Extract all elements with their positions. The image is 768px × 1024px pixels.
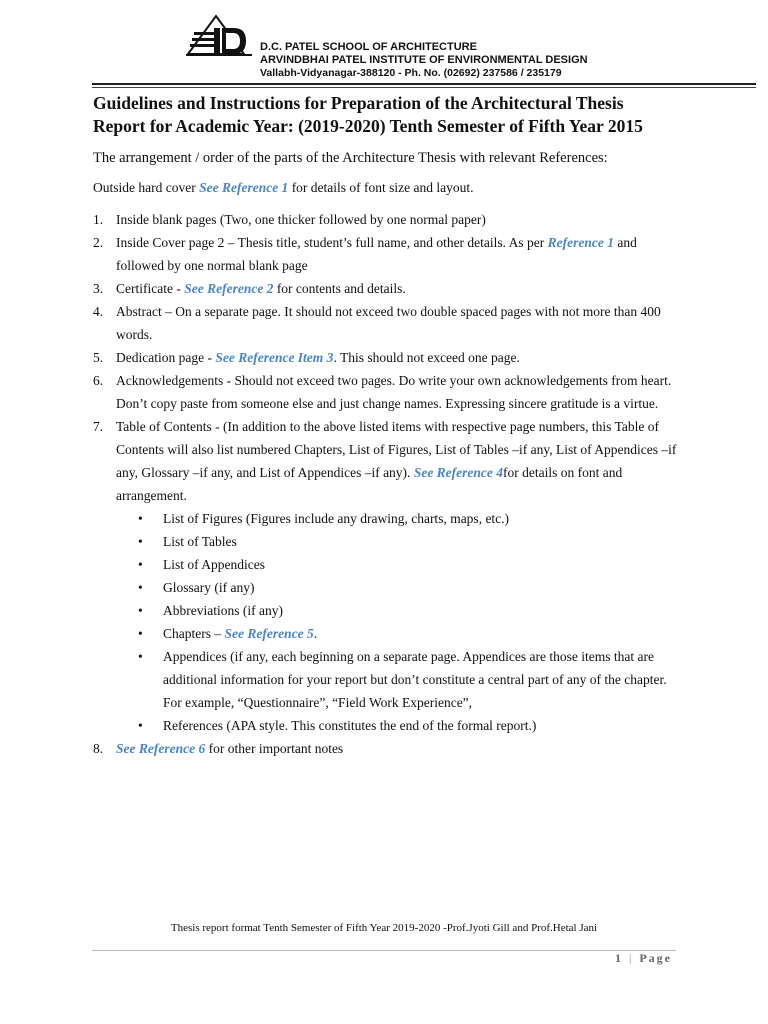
item-text: Acknowledgements - Should not exceed two pages. Do write your own acknowledgements from heart. Don’t copy paste from someone else and just change names. Expressing sincere gratitude is a virtue. bbox=[116, 373, 672, 411]
page-label: Page bbox=[639, 951, 672, 965]
sub-item-text: List of Figures (Figures include any drawing, charts, maps, etc.) bbox=[163, 511, 510, 526]
sub-item-text: List of Tables bbox=[163, 534, 237, 549]
item-text-end: for details on font and arrangement. bbox=[116, 465, 623, 503]
title-line-2: Report for Academic Year: (2019-2020) Tenth Semester of Fifth Year 2015 bbox=[93, 116, 643, 136]
reference-5-link[interactable]: See Reference 5 bbox=[224, 626, 314, 641]
sub-list-item bbox=[93, 622, 683, 645]
sub-item-text: List of Appendices bbox=[163, 557, 265, 572]
item-number: 4. bbox=[93, 304, 104, 319]
item-number: 1. bbox=[93, 212, 104, 227]
institute-name: ARVINDBHAI PATEL INSTITUTE OF ENVIRONMENTAL DESIGN bbox=[260, 54, 588, 66]
list-item bbox=[93, 300, 683, 346]
item-number: 3. bbox=[93, 281, 104, 296]
bullet-icon: • bbox=[138, 534, 143, 549]
item-text-end: and followed by one normal blank page bbox=[116, 235, 637, 273]
item-number: 8. bbox=[93, 741, 104, 756]
list-item bbox=[93, 231, 683, 277]
school-name-block bbox=[260, 41, 588, 80]
intro-text: The arrangement / order of the parts of the Architecture Thesis with relevant References: bbox=[93, 150, 608, 166]
item-text-end: . This should not exceed one page. bbox=[333, 350, 520, 365]
sub-list-item bbox=[93, 507, 683, 530]
item-number: 7. bbox=[93, 419, 104, 434]
page-number bbox=[615, 951, 672, 966]
outside-cover-text-end: for details of font size and layout. bbox=[288, 180, 474, 195]
item-text: Abstract – On a separate page. It should not exceed two double spaced pages with not more than 400 words. bbox=[116, 304, 661, 342]
outside-cover-text: Outside hard cover bbox=[93, 180, 200, 195]
letterhead bbox=[0, 0, 768, 90]
bullet-icon: • bbox=[138, 511, 143, 526]
outside-cover-line bbox=[93, 180, 733, 196]
sub-item-text: Abbreviations (if any) bbox=[163, 603, 283, 618]
institute-address: Vallabh-Vidyanagar-388120 - Ph. No. (02692) 237586 / 235179 bbox=[260, 67, 562, 79]
reference-1-link[interactable]: See Reference 1 bbox=[199, 180, 289, 195]
item-text-end: for other important notes bbox=[205, 741, 344, 756]
item-number: 2. bbox=[93, 235, 104, 250]
bullet-icon: • bbox=[138, 557, 143, 572]
sub-list-item bbox=[93, 530, 683, 553]
list-item bbox=[93, 737, 683, 760]
school-name: D.C. PATEL SCHOOL OF ARCHITECTURE bbox=[260, 41, 477, 53]
item-text: Dedication page - bbox=[116, 350, 216, 365]
sub-list-item bbox=[93, 553, 683, 576]
list-item bbox=[93, 277, 683, 300]
sub-list-item bbox=[93, 576, 683, 599]
reference-6-link[interactable]: See Reference 6 bbox=[116, 741, 206, 756]
reference-4-link[interactable]: See Reference 4 bbox=[413, 465, 504, 480]
page-title bbox=[93, 92, 733, 138]
institute-logo bbox=[186, 14, 252, 58]
header-rule-thin bbox=[92, 87, 756, 88]
bullet-icon: • bbox=[138, 603, 143, 618]
thesis-order-list bbox=[93, 208, 683, 760]
sub-item-text-end: . bbox=[313, 626, 318, 641]
footer-rule bbox=[92, 950, 676, 951]
sub-list-item bbox=[93, 599, 683, 622]
sub-list-item bbox=[93, 645, 683, 714]
bullet-icon: • bbox=[138, 718, 143, 733]
footer-text: Thesis report format Tenth Semester of Fifth Year 2019-2020 -Prof.Jyoti Gill and Prof.Hetal Jani bbox=[170, 922, 598, 934]
bullet-icon: • bbox=[138, 580, 143, 595]
list-item bbox=[93, 346, 683, 369]
item-number: 6. bbox=[93, 373, 104, 388]
item-text: Inside blank pages (Two, one thicker followed by one normal paper) bbox=[116, 212, 486, 227]
sub-list-item bbox=[93, 714, 683, 737]
item-text: Table of Contents - (In addition to the above listed items with respective page numbers, this Table of Contents will also list numbered Chapters, List of Figures, List of Tables –if any, List of Appendices –if any, Glossary –if any, and List of Appendices –if any). bbox=[116, 419, 677, 480]
list-item bbox=[93, 208, 683, 231]
title-line-1: Guidelines and Instructions for Preparation of the Architectural Thesis bbox=[93, 93, 624, 113]
item-text: Inside Cover page 2 – Thesis title, student’s full name, and other details. As per bbox=[116, 235, 548, 250]
reference-1-link[interactable]: Reference 1 bbox=[547, 235, 615, 250]
header-rule bbox=[92, 83, 756, 85]
list-item bbox=[93, 369, 683, 415]
bullet-icon: • bbox=[138, 626, 143, 641]
reference-3-link[interactable]: See Reference Item 3 bbox=[215, 350, 334, 365]
item-number: 5. bbox=[93, 350, 104, 365]
reference-2-link[interactable]: See Reference 2 bbox=[184, 281, 274, 296]
sub-item-text: Chapters – bbox=[163, 626, 225, 641]
page-number-separator: | bbox=[628, 951, 634, 965]
page-number-value: 1 bbox=[614, 951, 623, 965]
sub-item-text: References (APA style. This constitutes the end of the formal report.) bbox=[163, 718, 537, 733]
list-item bbox=[93, 415, 683, 507]
bullet-icon: • bbox=[138, 649, 143, 664]
sub-item-text: Glossary (if any) bbox=[163, 580, 255, 595]
item-text: Certificate - bbox=[116, 281, 185, 296]
sub-item-text: Appendices (if any, each beginning on a separate page. Appendices are those items that are additional information for your report but don’t constitute a central part of any of the chapter. For example, “Questionnaire”, “Field Work Experience”, bbox=[163, 649, 667, 710]
item-text-end: for contents and details. bbox=[273, 281, 406, 296]
